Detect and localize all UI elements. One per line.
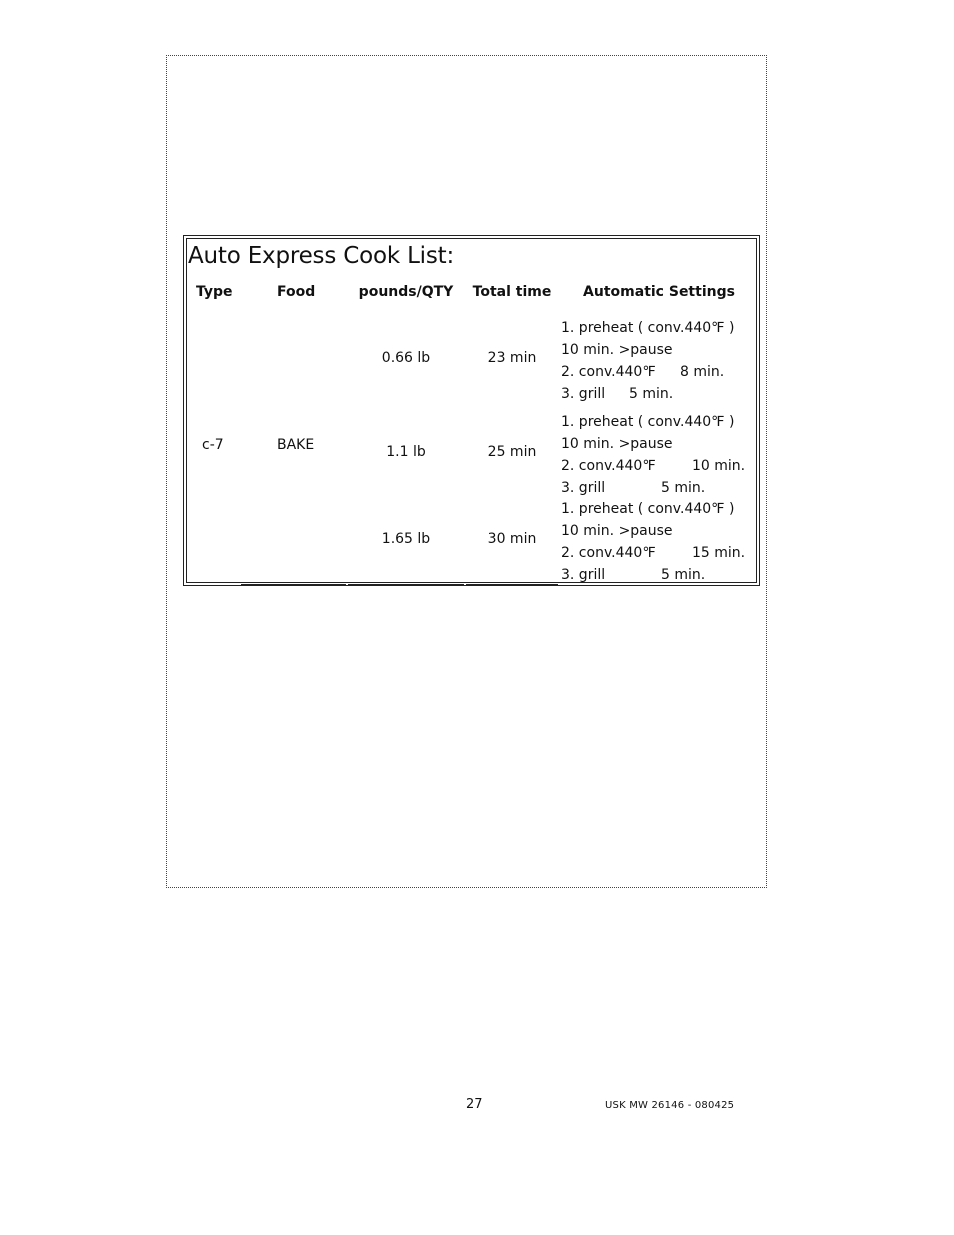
column-header-qty: pounds/QTY (358, 284, 454, 300)
column-divider-qty (348, 582, 464, 585)
settings-step2-time: 8 min. (680, 364, 725, 380)
qty-cell: 1.1 lb (386, 444, 426, 460)
settings-step1: 1. preheat ( conv.440℉ ) (561, 501, 735, 517)
settings-step2-line (561, 455, 746, 477)
qty-cell: 1.65 lb (381, 531, 431, 547)
settings-step3: 3. grill (561, 567, 606, 583)
settings-step1: 1. preheat ( conv.440℉ ) (561, 414, 735, 430)
column-header-settings: Automatic Settings (583, 284, 735, 300)
column-header-type: Type (196, 284, 233, 300)
time-cell: 23 min (487, 350, 537, 366)
settings-step3-line (561, 383, 734, 405)
food-cell: BAKE (277, 437, 315, 453)
settings-step1: 1. preheat ( conv.440℉ ) (561, 320, 735, 336)
settings-step1b: 10 min. >pause (561, 523, 673, 539)
settings-step3-line (561, 477, 734, 499)
settings-cell (561, 498, 746, 586)
settings-step2: 2. conv.440℉ (561, 545, 656, 561)
settings-step3: 3. grill (561, 386, 606, 402)
qty-cell: 0.66 lb (381, 350, 431, 366)
time-cell: 25 min (487, 444, 537, 460)
settings-step2-line (561, 361, 734, 383)
document-code: USK MW 26146 - 080425 (605, 1100, 735, 1111)
settings-step3-time: 5 min. (629, 386, 674, 402)
settings-step2-time: 15 min. (692, 545, 746, 561)
column-divider-time (466, 582, 558, 585)
settings-step2: 2. conv.440℉ (561, 364, 656, 380)
table-title: Auto Express Cook List: (188, 243, 455, 269)
settings-step1b: 10 min. >pause (561, 436, 673, 452)
settings-step3: 3. grill (561, 480, 606, 496)
column-header-total-time: Total time (472, 284, 552, 300)
time-cell: 30 min (487, 531, 537, 547)
settings-cell (561, 317, 734, 405)
settings-step1b: 10 min. >pause (561, 342, 673, 358)
settings-step2-time: 10 min. (692, 458, 746, 474)
settings-step3-time: 5 min. (661, 567, 706, 583)
settings-step3-time: 5 min. (661, 480, 706, 496)
settings-step3-line (561, 564, 734, 586)
settings-step2-line (561, 542, 746, 564)
column-divider-food (241, 582, 346, 585)
column-header-food: Food (277, 284, 316, 300)
settings-cell (561, 411, 746, 499)
settings-step2: 2. conv.440℉ (561, 458, 656, 474)
page-number: 27 (466, 1097, 483, 1112)
type-cell: c-7 (202, 437, 224, 453)
